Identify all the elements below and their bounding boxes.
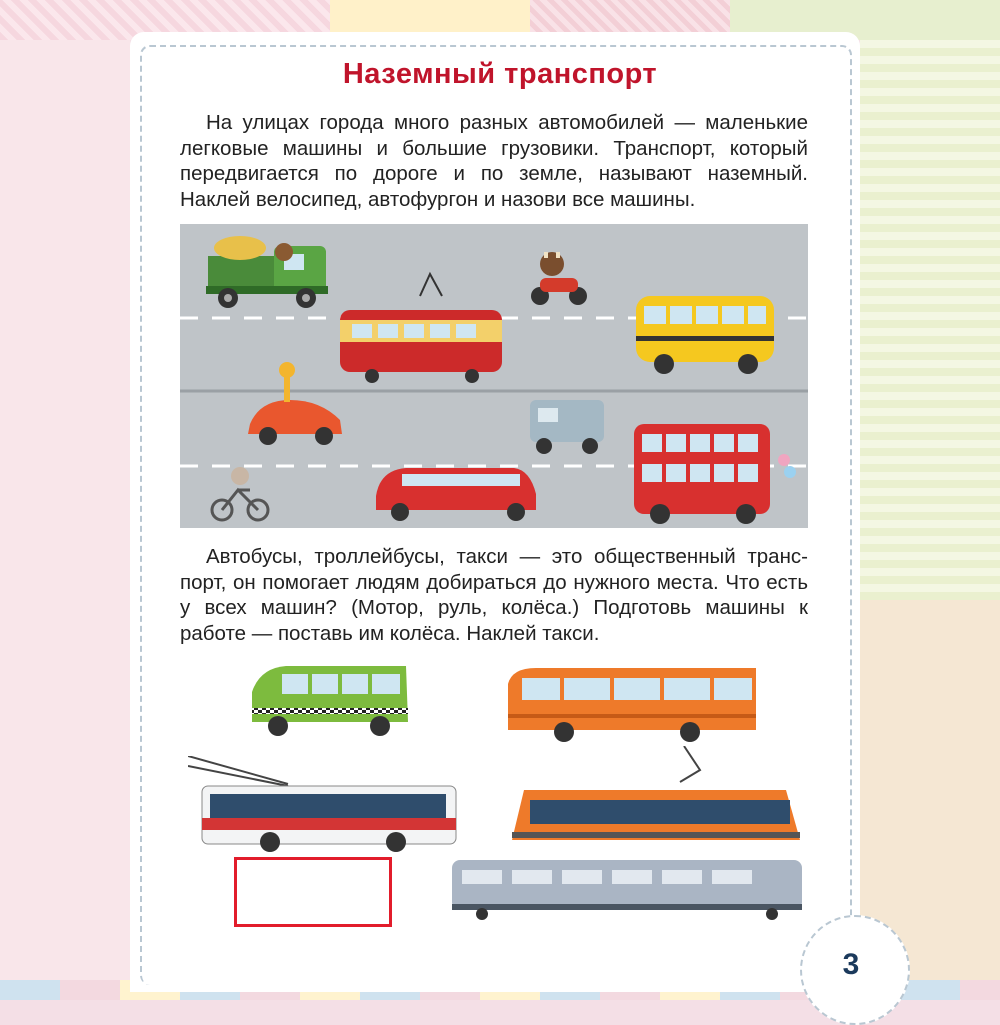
second-paragraph: Автобусы, троллейбусы, такси — это общественный транспорт, он помогает людям добираться до нужного места. Что есть у всех машин? (Мотор, руль, колёса.) Подготовь машины к работе — поставь им колёса. Наклей такси. [180, 545, 808, 645]
limousine-illustration [376, 468, 536, 521]
tram-illustration [340, 274, 502, 383]
orange-tram-illustration [504, 746, 804, 852]
trolleybus-illustration [188, 756, 460, 856]
intro-paragraph: На улицах города много разных автомобилей — маленькие легковые машины и большие грузовики. Транспорт, который передвигается по дороге и по земле, называют наземный. Наклей велосипед, автофургон и назови все машины. [180, 111, 808, 211]
coach-bus-illustration [500, 662, 762, 742]
truck-illustration [206, 236, 328, 308]
van-illustration [530, 400, 604, 454]
double-decker-bus-illustration [634, 424, 796, 524]
green-minibus-illustration [246, 662, 412, 738]
bicycle-illustration [212, 467, 268, 520]
car-illustration [248, 362, 342, 445]
page-number: 3 [842, 948, 860, 981]
page-title: Наземный транспорт [342, 58, 658, 90]
motorcycle-illustration [531, 252, 587, 305]
school-bus-illustration [636, 296, 774, 374]
taxi-sticker-frame[interactable] [234, 857, 392, 927]
metro-train-illustration [452, 856, 804, 922]
road-illustration [180, 224, 808, 528]
